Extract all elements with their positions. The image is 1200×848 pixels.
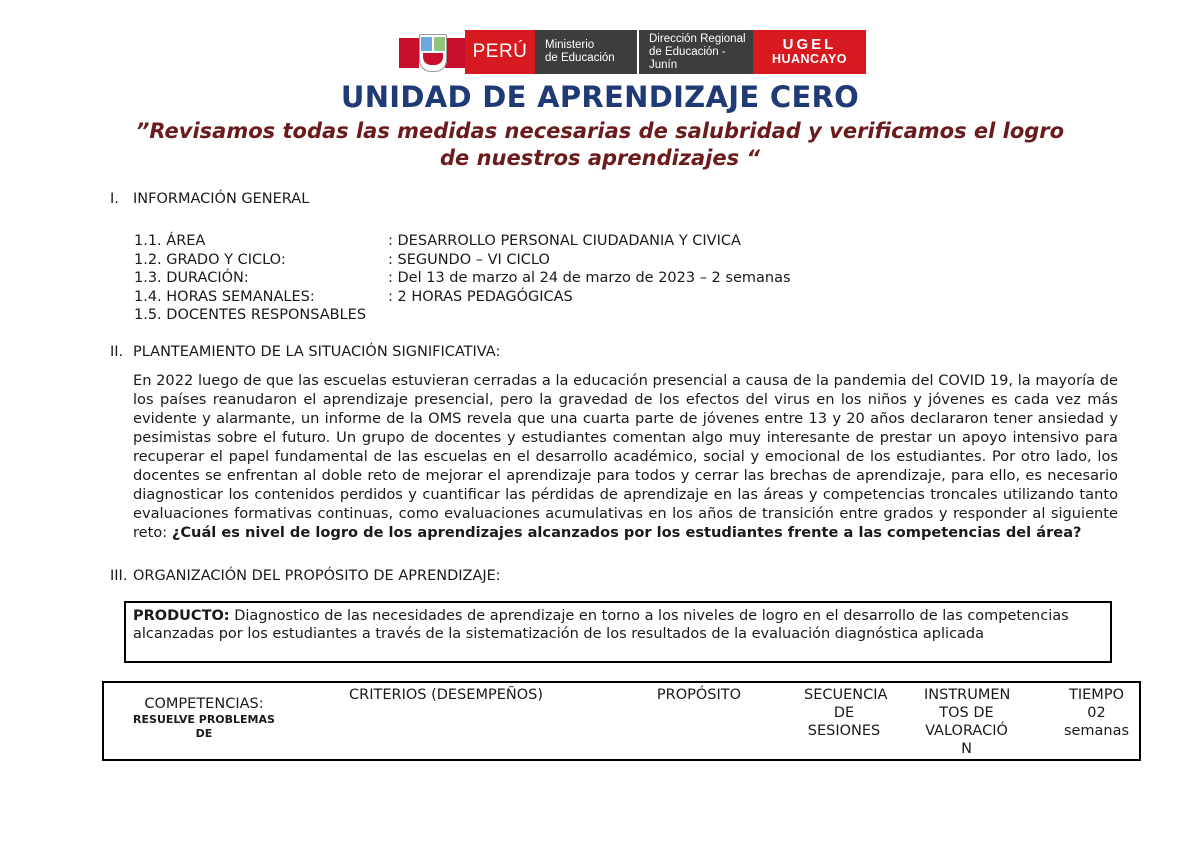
product-text: Diagnostico de las necesidades de aprendizaje en torno a los niveles de logro en el desarrollo de las competencias alcanzadas por los estudiantes a través de la sistematización de los resultados de la evaluación diagnóstica aplicada	[133, 608, 1069, 642]
table-header-proposito: PROPÓSITO	[656, 687, 742, 703]
table-header-criterios: CRITERIOS (DESEMPEÑOS)	[349, 687, 543, 703]
ministerio-logo: Ministerio de Educación	[535, 30, 637, 74]
product-box	[124, 601, 1112, 663]
page-title: UNIDAD DE APRENDIZAJE CERO	[340, 80, 860, 114]
info-row: 1.5. DOCENTES RESPONSABLES	[134, 307, 367, 323]
table-header-instrumentos: INSTRUMEN TOS DE VALORACIÓ N	[924, 687, 1011, 757]
section-heading-purpose: III. ORGANIZACIÓN DEL PROPÓSITO DE APRENDIZAJE:	[110, 568, 501, 584]
table-header-tiempo: TIEMPO 02 semanas	[1063, 687, 1130, 739]
section-heading-situation: II. PLANTEAMIENTO DE LA SITUACIÓN SIGNIFICATIVA:	[110, 344, 501, 360]
national-crest-icon	[399, 30, 465, 74]
table-header-competencias: COMPETENCIAS: RESUELVE PROBLEMAS DE	[133, 696, 275, 740]
product-label: PRODUCTO:	[133, 608, 230, 624]
table-header-secuencia: SECUENCIA DE SESIONES	[804, 687, 888, 739]
ugel-logo: UGEL HUANCAYO	[753, 30, 866, 74]
info-row: 1.2. GRADO Y CICLO: : SEGUNDO – VI CICLO	[134, 251, 550, 268]
situation-paragraph: En 2022 luego de que las escuelas estuvieran cerradas a la educación presencial a causa de la pandemia del COVID 19, la mayoría de los países reanudaron el aprendizaje presencial, pero la gravedad de los efectos del virus en los niños y jóvenes es cada vez más evidente y alarmante, un informe de la OMS revela que una cuarta parte de jóvenes entre 13 y 20 años declararon tener ansiedad y pesimistas sobre el futuro. Un grupo de docentes y estudiantes comentan algo muy interesante de prestar un apoyo intensivo para recuperar el papel fundamental de las escuelas en el desarrollo académico, social y emocional de los estudiantes. Por otro lado, los docentes se enfrentan al doble reto de mejorar el aprendizaje para todos y cerrar las brechas de aprendizaje, para ello, es necesario diagnosticar los contenidos perdidos y cuantificar las pérdidas de aprendizaje en las áreas y competencias troncales utilizando tanto evaluaciones formativas continuas, como evaluaciones acumulativas en los años de transición entre grados y responder al siguiente reto: ¿Cuál es nivel de logro de los aprendizajes alcanzados por los estudiantes frente a las competencias del área?	[133, 372, 1118, 541]
section-heading-general-info: I. INFORMACIÓN GENERAL	[110, 191, 310, 207]
direccion-regional-logo: Dirección Regional de Educación - Junín	[637, 30, 753, 74]
competencies-table	[102, 681, 1141, 761]
peru-logo: PERÚ	[465, 30, 535, 74]
general-info-list	[134, 232, 791, 325]
header-banner	[399, 30, 866, 74]
page-subtitle: ”Revisamos todas las medidas necesarias de salubridad y verificamos el logro de nuestros aprendizajes “	[135, 119, 1065, 170]
info-row: 1.4. HORAS SEMANALES: : 2 HORAS PEDAGÓGICAS	[134, 288, 573, 305]
info-row: 1.1. ÁREA : DESARROLLO PERSONAL CIUDADANIA Y CIVICA	[134, 233, 741, 249]
situation-question: ¿Cuál es nivel de logro de los aprendizajes alcanzados por los estudiantes frente a las competencias del área?	[171, 524, 1082, 541]
info-row: 1.3. DURACIÓN: : Del 13 de marzo al 24 de marzo de 2023 – 2 semanas	[134, 270, 791, 286]
